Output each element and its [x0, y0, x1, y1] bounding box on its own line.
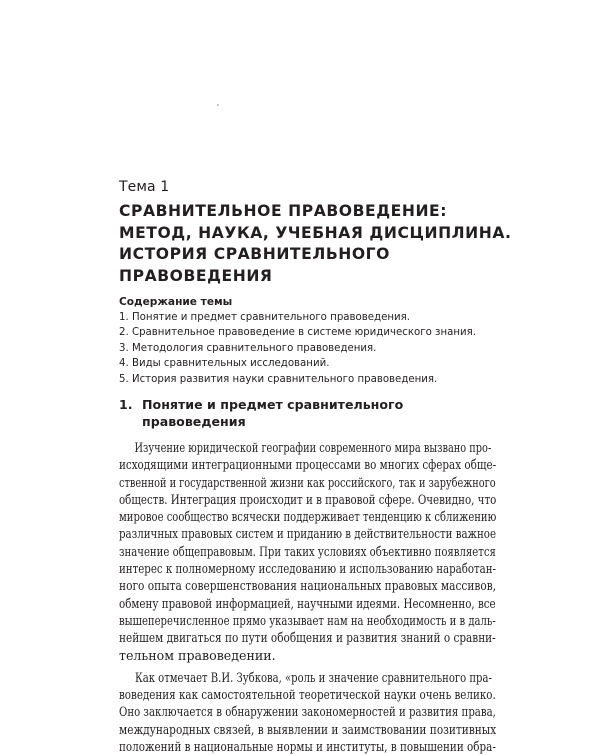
- contents-item: 3. Методология сравнительного правоведения.: [119, 342, 377, 354]
- text-line: интерес к полномерному исследованию и использованию наработан-: [119, 561, 497, 577]
- contents-item: 5. История развития науки сравнительного правоведения.: [119, 373, 438, 385]
- text-line: Изучение юридической географии современного мира вызвано про-: [134, 440, 492, 455]
- body-text: [119, 439, 496, 755]
- chapter-title-line: СРАВНИТЕЛЬНОЕ ПРАВОВЕДЕНИЕ:: [119, 202, 448, 220]
- chapter-label: Тема 1: [119, 179, 170, 195]
- chapter-title: [119, 201, 512, 287]
- text-line: ного опыта совершенствования национальных правовых массивов,: [119, 578, 497, 594]
- chapter-title-line: ПРАВОВЕДЕНИЯ: [119, 266, 273, 285]
- text-line: различных правовых систем и приданию в действительности важное: [119, 526, 497, 542]
- contents-item: 4. Виды сравнительных исследований.: [119, 358, 330, 370]
- contents-item: 2. Сравнительное правоведение в системе юридического знания.: [119, 327, 477, 339]
- text-line: ственной и государственной жизни как российского, так и зарубежного: [119, 474, 496, 490]
- contents-heading: Содержание темы: [119, 296, 233, 308]
- contents-item: 1. Понятие и предмет сравнительного правоведения.: [119, 312, 410, 323]
- section-title-line: Понятие и предмет сравнительного: [142, 397, 404, 412]
- text-line: мировое сообщество всячески поддерживает тенденцию к сближению: [119, 509, 497, 525]
- text-line: международных связей, в выявлении и заимствовании позитивных: [119, 721, 497, 737]
- text-line: нейшем двигаться по пути обобщения и развития знаний о сравни-: [119, 630, 496, 646]
- text-line: Оно заключается в обнаружении закономерностей и развития права,: [119, 704, 496, 720]
- text-line: обмену правовой информацией, научными идеями. Несомненно, все: [119, 595, 496, 611]
- text-line: тельном правоведении.: [119, 647, 276, 663]
- text-line: воведения как самостоятельной теоретической науки очень велико.: [119, 687, 496, 703]
- text-line: вышеперечисленное прямо указывает нам на необходимость и в даль-: [119, 612, 496, 628]
- section-heading: [119, 396, 479, 430]
- page-speck: [217, 104, 219, 106]
- section-number: 1.: [119, 397, 133, 412]
- text-line: Как отмечает В.И. Зубкова, «роль и значение сравнительного пра-: [134, 669, 492, 685]
- text-line: значение общеправовым. При таких условиях объективно появляется: [119, 543, 496, 559]
- text-line: положений в национальные нормы и институты, в повышении обра-: [119, 739, 496, 755]
- chapter-title-line: МЕТОД, НАУКА, УЧЕБНАЯ ДИСЦИПЛИНА.: [119, 223, 512, 242]
- text-line: обществ. Интеграция происходит и в правовой сфере. Очевидно, что: [119, 491, 497, 507]
- contents-list: [119, 310, 476, 387]
- chapter-title-line: ИСТОРИЯ СРАВНИТЕЛЬНОГО: [119, 245, 390, 263]
- text-line: исходящими интеграционными процессами во многих сферах обще-: [119, 457, 497, 473]
- section-title-line: правоведения: [142, 414, 246, 429]
